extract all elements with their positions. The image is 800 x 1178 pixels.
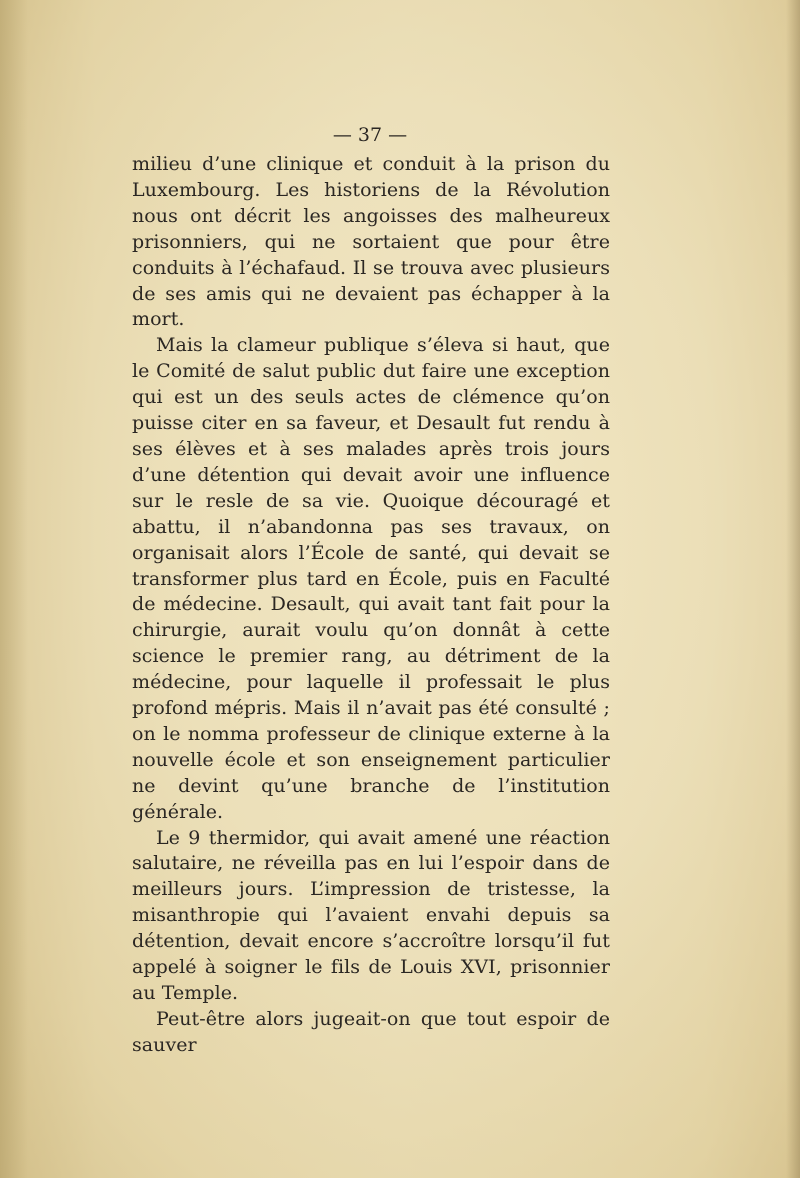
paragraph-thermidor: Le 9 thermidor, qui avait amené une réaction salutaire, ne réveilla pas en lui l’espoir dans de meilleurs jours. L’impression de tristesse, la misanthropie qui l’avaient envahi depuis sa détention, devait encore s’accroître lorsqu’il fut appelé à soigner le fils de Louis XVI, prisonnier au Temple. [132, 826, 610, 1004]
page-binding-shadow [0, 0, 28, 1178]
paragraph-peut-etre: Peut-être alors jugeait-on que tout espoir de sauver [132, 1007, 610, 1056]
page-number: — 37 — [332, 124, 408, 146]
paragraph-continuation: milieu d’une clinique et conduit à la prison du Luxembourg. Les historiens de la Révolution nous ont décrit les angoisses des malheureux prisonniers, qui ne sortaient que pour être conduits à l’échafaud. Il se trouva avec plusieurs de ses amis qui ne devaient pas échapper à la mort. [132, 153, 610, 331]
page-edge-shadow [786, 0, 800, 1178]
body-text [132, 152, 610, 1059]
paragraph-clameur: Mais la clameur publique s’éleva si haut, que le Comité de salut public dut faire une exception qui est un des seuls actes de clémence qu’on puisse citer en sa faveur, et Desault fut rendu à ses élèves et à ses malades après trois jours d’une détention qui devait avoir une influence sur le resle de sa vie. Quoique découragé et abattu, il n’abandonna pas ses travaux, on organisait alors l’École de santé, qui devait se transformer plus tard en École, puis en Faculté de médecine. Desault, qui avait tant fait pour la chirurgie, aurait voulu qu’on donnât à cette science le premier rang, au détriment de la médecine, pour laquelle il professait le plus profond mépris. Mais il n’avait pas été consulté ; on le nomma professeur de clinique externe à la nouvelle école et son enseignement particulier ne devint qu’une branche de l’institution générale. [132, 334, 610, 823]
